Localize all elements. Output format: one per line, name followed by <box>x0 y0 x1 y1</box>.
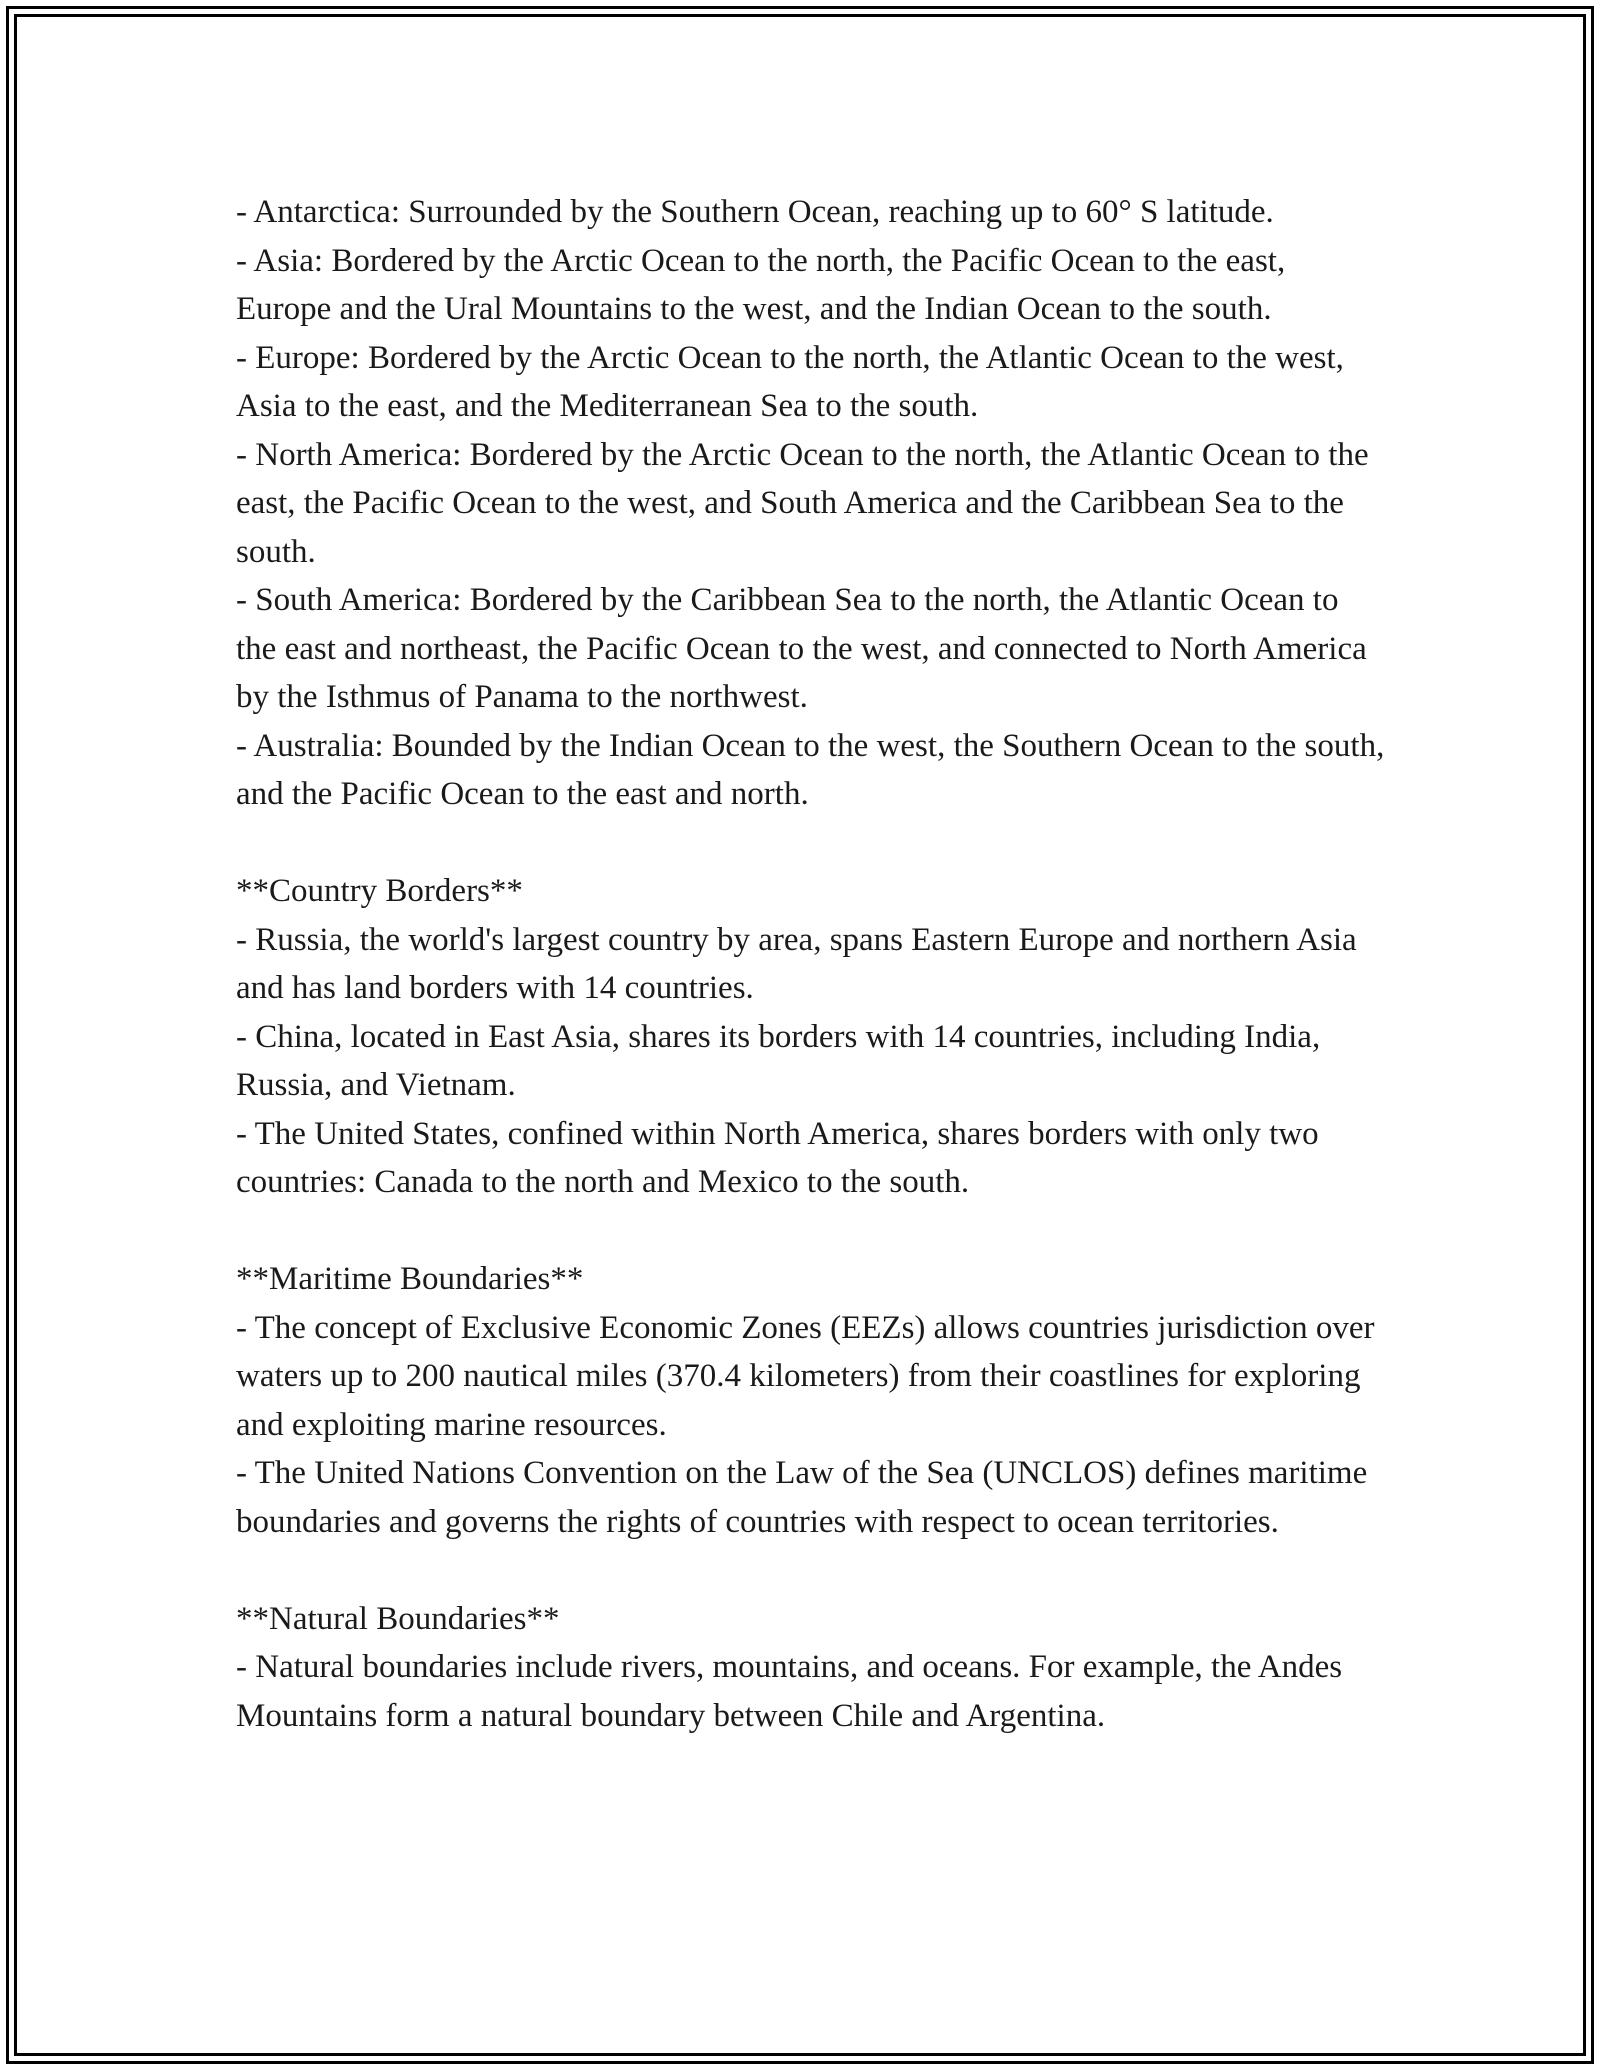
maritime-boundaries-heading: **Maritime Boundaries** <box>236 1261 584 1297</box>
continent-north-america: - North America: Bordered by the Arctic Ocean to the north, the Atlantic Ocean to the east, the Pacific Ocean to the west, and South America and the Caribbean Sea to the south. <box>236 436 1369 570</box>
continent-australia: - Australia: Bounded by the Indian Ocean to the west, the Southern Ocean to the south, and the Pacific Ocean to the east and north. <box>236 727 1385 812</box>
continent-antarctica: - Antarctica: Surrounded by the Southern Ocean, reaching up to 60° S latitude. <box>236 194 1274 230</box>
document-body <box>236 188 1386 1740</box>
natural-boundaries-item: - Natural boundaries include rivers, mountains, and oceans. For example, the Andes Mountains form a natural boundary between Chile and Argentina. <box>236 1649 1343 1734</box>
continent-europe: - Europe: Bordered by the Arctic Ocean to the north, the Atlantic Ocean to the west, Asia to the east, and the Mediterranean Sea to the south. <box>236 339 1344 424</box>
country-borders-item: - The United States, confined within North America, shares borders with only two countries: Canada to the north and Mexico to the south. <box>236 1115 1319 1200</box>
continent-south-america: - South America: Bordered by the Caribbean Sea to the north, the Atlantic Ocean to the east and northeast, the Pacific Ocean to the west, and connected to North America by the Isthmus of Panama to the northwest. <box>236 582 1367 715</box>
continent-asia: - Asia: Bordered by the Arctic Ocean to the north, the Pacific Ocean to the east, Europe and the Ural Mountains to the west, and the Indian Ocean to the south. <box>236 242 1286 327</box>
maritime-boundaries-item: - The concept of Exclusive Economic Zones (EEZs) allows countries jurisdiction over waters up to 200 nautical miles (370.4 kilometers) from their coastlines for exploring and exploiting marine resources. <box>236 1309 1375 1443</box>
country-borders-heading: **Country Borders** <box>236 873 523 909</box>
maritime-boundaries-item: - The United Nations Convention on the Law of the Sea (UNCLOS) defines maritime boundaries and governs the rights of countries with respect to ocean territories. <box>236 1455 1368 1540</box>
country-borders-item: - China, located in East Asia, shares its borders with 14 countries, including India, Russia, and Vietnam. <box>236 1018 1321 1103</box>
natural-boundaries-heading: **Natural Boundaries** <box>236 1600 560 1637</box>
country-borders-item: - Russia, the world's largest country by area, spans Eastern Europe and northern Asia and has land borders with 14 countries. <box>236 921 1357 1006</box>
